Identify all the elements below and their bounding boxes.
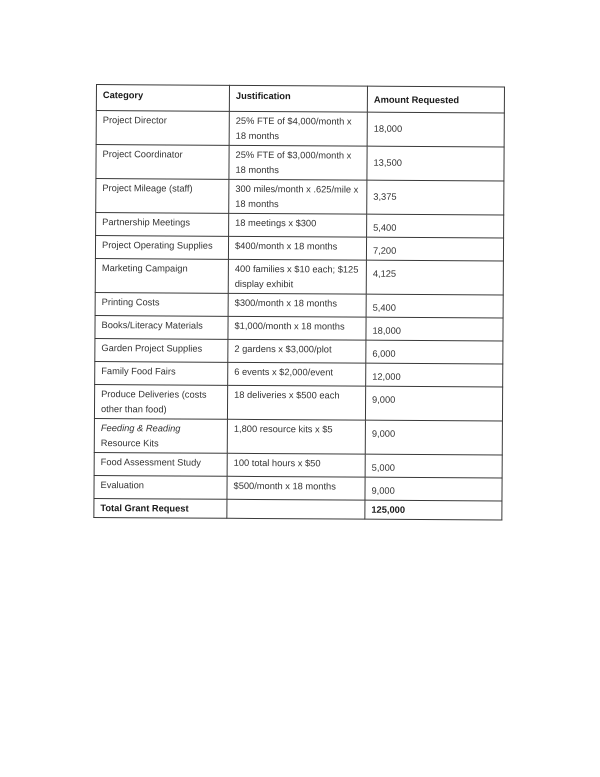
- row-justification: $400/month x 18 months: [228, 236, 366, 260]
- table-row: [95, 236, 503, 261]
- total-amount: 125,000: [365, 500, 502, 520]
- table-row: [94, 384, 502, 420]
- row-amount: 9,000: [365, 386, 502, 421]
- row-amount: 7,200: [366, 237, 503, 261]
- row-category: Project Mileage (staff): [96, 179, 229, 214]
- row-category-rest: Resource Kits: [100, 438, 159, 449]
- row-amount: 6,000: [366, 340, 503, 364]
- table-row: [94, 475, 502, 500]
- table-row: [96, 179, 504, 215]
- table-row: [96, 145, 504, 181]
- total-row: [94, 498, 502, 519]
- row-justification: 100 total hours x $50: [227, 453, 365, 477]
- total-label: Total Grant Request: [94, 498, 227, 518]
- row-justification: 25% FTE of $3,000/month x 18 months: [229, 145, 367, 180]
- row-category: Garden Project Supplies: [95, 338, 228, 362]
- row-justification: 300 miles/month x .625/mile x 18 months: [229, 179, 367, 214]
- row-justification: 2 gardens x $3,000/plot: [228, 339, 366, 363]
- table-header-row: [96, 85, 504, 113]
- row-category: Project Director: [96, 111, 229, 146]
- row-category: Printing Costs: [95, 292, 228, 316]
- table-row: [95, 258, 503, 294]
- row-category: Produce Deliveries (costs other than food): [94, 384, 227, 419]
- row-amount: 13,500: [367, 146, 504, 181]
- row-amount: 4,125: [366, 260, 503, 295]
- table-row: [94, 452, 502, 477]
- table-row: [95, 361, 503, 386]
- table-row: [96, 111, 504, 147]
- row-category: Food Assessment Study: [94, 452, 227, 476]
- row-category: Evaluation: [94, 475, 227, 499]
- row-amount: 5,000: [365, 454, 502, 478]
- grant-budget-table: [93, 84, 505, 520]
- row-category: Project Operating Supplies: [95, 236, 228, 260]
- row-justification: $300/month x 18 months: [228, 293, 366, 317]
- row-amount: 18,000: [367, 112, 504, 147]
- row-category: Family Food Fairs: [95, 361, 228, 385]
- row-justification: 25% FTE of $4,000/month x 18 months: [229, 111, 367, 146]
- total-justification-empty: [227, 499, 365, 519]
- header-justification: Justification: [229, 85, 367, 112]
- row-justification: 18 deliveries x $500 each: [227, 385, 365, 420]
- row-category: Marketing Campaign: [95, 258, 228, 293]
- row-category: Project Coordinator: [96, 145, 229, 180]
- row-amount: 18,000: [366, 317, 503, 341]
- row-justification: $500/month x 18 months: [227, 476, 365, 500]
- row-amount: 5,400: [367, 214, 504, 238]
- table-row: [95, 292, 503, 317]
- header-category: Category: [96, 85, 229, 112]
- table-row: [95, 338, 503, 363]
- row-amount: 5,400: [366, 294, 503, 318]
- row-category-italic: Feeding & Reading: [100, 423, 181, 434]
- row-justification: 400 families x $10 each; $125 display exhibit: [228, 259, 366, 294]
- table-row: [95, 315, 503, 340]
- row-justification: 6 events x $2,000/event: [228, 362, 366, 386]
- header-amount-requested: Amount Requested: [367, 86, 504, 113]
- row-amount: 3,375: [367, 180, 504, 215]
- row-category: Partnership Meetings: [96, 213, 229, 237]
- table-row: [94, 418, 502, 454]
- row-amount: 9,000: [365, 477, 502, 501]
- row-justification: 18 meetings x $300: [229, 213, 367, 237]
- row-justification: 1,800 resource kits x $5: [227, 419, 365, 454]
- row-category: Books/Literacy Materials: [95, 315, 228, 339]
- table-row: [96, 213, 504, 238]
- row-amount: 9,000: [365, 420, 502, 455]
- row-category: [94, 418, 227, 453]
- row-justification: $1,000/month x 18 months: [228, 316, 366, 340]
- row-amount: 12,000: [366, 363, 503, 387]
